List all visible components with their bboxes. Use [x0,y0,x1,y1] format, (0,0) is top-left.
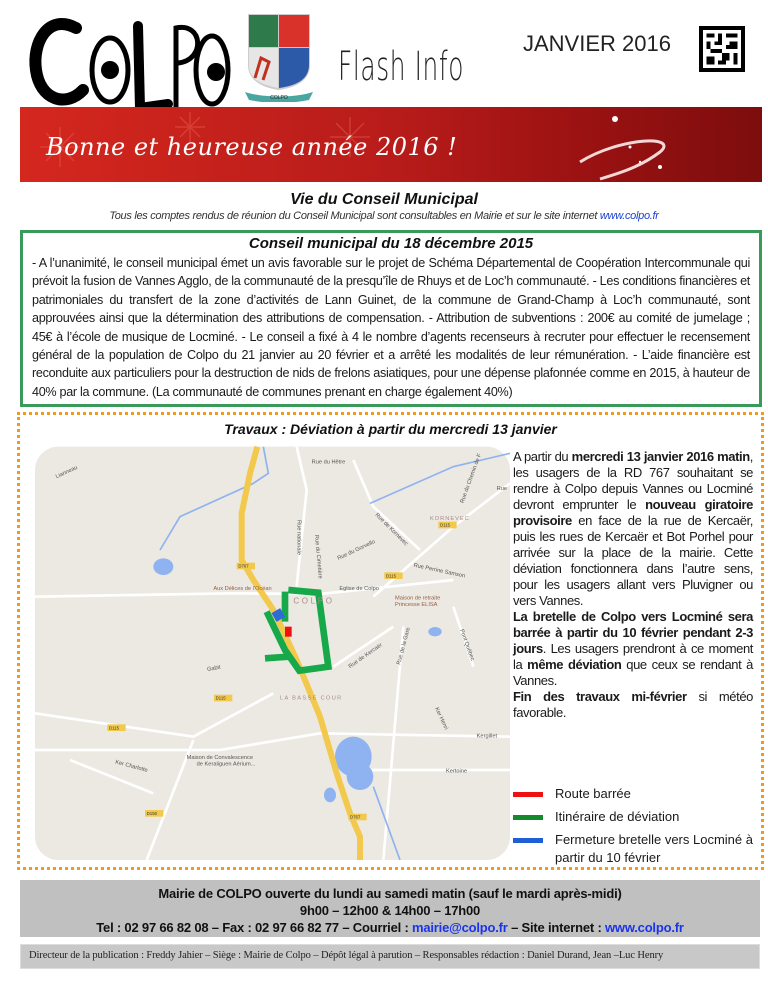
crest-motto: COLPO [270,95,288,101]
works-paragraph-2: La bretelle de Colpo vers Locminé sera barrée à partir du 10 février pendant 2-3 jours. Les usagers prendront à ce moment la même déviation que ceux se rendant à Vannes. [513,609,754,688]
publication-credits: Directeur de la publication : Freddy Jahier – Siège : Mairie de Colpo – Dépôt légal à parution – Responsables rédaction : Daniel Durand, Jean –Luc Henry [20,944,760,969]
council-box [20,230,762,407]
map-label: Kertoine [446,768,468,775]
new-year-banner [20,107,762,182]
email-link[interactable]: mairie@colpo.fr [412,920,508,935]
map-legend [513,780,753,867]
map-label: Rue de la Gare [396,626,412,666]
section-subtitle [0,210,768,222]
road-number: D767 [350,814,361,820]
council-title: Conseil municipal du 18 décembre 2015 [248,235,534,252]
map-label: Maison de Convalescence [186,755,254,761]
road-number: D115 [109,725,120,731]
road-number: D115 [386,573,397,579]
works-paragraph-3: Fin des travaux mi-février si météo favorable. [513,689,753,720]
town-hall-info [20,880,760,937]
legend-closed-road: Route barrée [513,785,753,803]
map-label: Rue du Cimetière [313,534,323,580]
map-label: Pont Québec [458,628,476,662]
green-line-swatch-icon [513,815,543,820]
road-number: D150 [146,811,158,816]
road-number: D115 [215,695,226,701]
map-label: Rue du Chemin de F [459,452,484,505]
map-label: Ker Charlotte [114,759,149,774]
map-label: Rue [496,486,508,492]
deviation-map [20,440,510,860]
red-line-swatch-icon [513,792,543,797]
opening-days: Mairie de COLPO ouverte du lundi au samedi matin (sauf le mardi après-midi) [158,886,622,901]
qr-code [698,26,746,72]
map-label: Rue Perrine Samson [412,562,466,580]
legend-ramp-closure: Fermeture bretelle vers Locminé à partir du 10 février [513,831,753,867]
map-label: Eglise de Colpo [339,586,379,592]
map-label: KORNEVEC [430,516,470,522]
issue-month: JANVIER 2016 [523,31,671,56]
works-column [513,449,753,867]
map-label: Rue du Hêtre [311,459,346,466]
road-number: D767 [238,563,249,569]
council-body: - A l’unanimité, le conseil municipal émet un avis favorable sur le projet de Schéma Départemental de Coopération Intercommunale qui prévoit la fusion de Vannes Agglo, de la communauté de la presqu’île de Rhuys et de Loc’h communauté. - Les conditions financières et patrimoniales du transfert de la zone d’activités de Lann Guinet, de la commune de Grand-Champ à Loc’h communauté, sont approuvées ainsi que la détermination des attributions de compensation. - Attribution de subventions : 200€ au comité de jumelage ; 45€ à l’école de musique de Locminé. - Le conseil a fixé à 4 le nombre d’agents recenseurs à recruter pour effectuer le recensement général de la population de Colpo du 21 janvier au 20 février et a arrêté les modalités de leur rémunération. - L’aide financière est reconduite aux particuliers pour la destruction de nids de frelons asiatiques, pour une dépense plafonnée comme en 2015, à hauteur de 40% par la commune. (La communauté de communes prenant en charge également 40%) [32,256,750,399]
flash-info-title: Flash Info [338,44,465,90]
road-number: D115 [440,522,451,528]
map-label: COLPO [293,596,335,606]
works-title: Travaux : Déviation à partir du mercredi 13 janvier [224,421,557,437]
greeting-text: Bonne et heureuse année 2016 ! [46,133,458,161]
map-label: de Keraliguen Aérium... [196,761,256,768]
colpo-logo [28,8,233,123]
subtitle-text: Tous les comptes rendus de réunion du Conseil Municipal sont consultables en Mairie et sur le site internet [109,210,600,222]
map-label: Gabit [206,664,222,673]
works-paragraph-1: A partir du mercredi 13 janvier 2016 matin, les usagers de la RD 767 souhaitant se rendre à Colpo depuis Vannes ou Locminé devront emprunter le nouveau giratoire provisoire en face de la rue de Kercaër, puis les rues de Kercaër et Bot Porhel pour arrivée sur la place de la mairie. Cette déviation fonctionnera dans l’autre sens, pour les usagers allant vers Pluvigner ou vers Vannes. [513,449,753,608]
coat-of-arms [243,10,315,102]
works-description [513,449,753,721]
map-label: Rue nationale [295,520,302,555]
site-link[interactable]: www.colpo.fr [605,920,684,935]
map-label: Rue de Kornevec [373,512,409,548]
map-label: Lianneau [54,464,79,481]
map-label: Ker Henri [433,706,449,731]
map-label: LA BASSE COUR [280,695,343,702]
closed-road-marker [285,627,292,637]
map-label: Aux Délices de l'Océan [213,586,272,592]
section-title: Vie du Conseil Municipal [290,191,478,208]
website-link[interactable]: www.colpo.fr [599,210,659,222]
opening-hours: 9h00 – 12h00 & 14h00 – 17h00 [299,903,481,918]
map-label: Rue de Kercaër [347,642,384,670]
map-label: Rue du Gorvello [336,539,377,562]
blue-line-swatch-icon [513,838,543,843]
map-label: Princesse ELISA [395,602,438,608]
contact-line: Tel : 02 97 66 82 08 – Fax : 02 97 66 82 77 – Courriel : mairie@colpo.fr – Site internet : www.colpo.fr [96,920,684,935]
legend-deviation: Itinéraire de déviation [513,808,753,826]
map-label: Kergillet [476,733,498,740]
map-label: Maison de retraite [395,595,441,602]
